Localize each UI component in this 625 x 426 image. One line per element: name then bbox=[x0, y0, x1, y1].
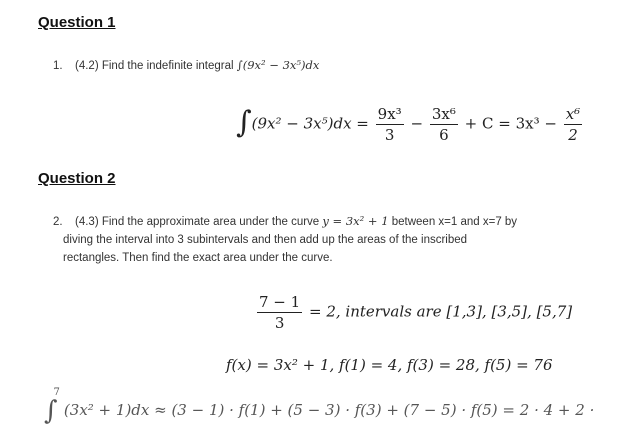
fraction-denominator: 6 bbox=[439, 126, 449, 144]
question-1-solution bbox=[236, 104, 584, 145]
upper-limit: 7 bbox=[53, 387, 60, 398]
fraction-denominator: 3 bbox=[384, 126, 395, 144]
fraction-interval-width bbox=[257, 292, 302, 333]
question-2-heading: Question 2 bbox=[38, 170, 116, 187]
question-2-curve: y = 3x² + 1 bbox=[322, 214, 389, 228]
integral-sign: ∫ bbox=[44, 396, 58, 426]
question-2-text-line2: diving the interval into 3 subintervals and then add up the areas of the inscribed bbox=[63, 234, 468, 246]
fraction-numerator: 3x⁶ bbox=[431, 105, 456, 123]
question-2-step2: f(x) = 3x² + 1, f(1) = 4, f(3) = 28, f(5) = 76 bbox=[226, 356, 553, 374]
fraction-numerator: 9x³ bbox=[377, 105, 402, 123]
fraction-denominator: 3 bbox=[274, 314, 285, 332]
question-1-prompt bbox=[53, 56, 319, 75]
question-2-prompt bbox=[53, 212, 517, 267]
integral-sign: ∫ bbox=[236, 105, 252, 140]
question-1-integrand: ∫(9x² − 3x⁵)dx bbox=[236, 58, 320, 72]
fraction-numerator: 7 − 1 bbox=[259, 293, 301, 311]
question-1-number: 1. bbox=[53, 60, 63, 72]
question-2-text-b: between x=1 and x=7 by bbox=[391, 216, 518, 228]
question-2-number: 2. bbox=[53, 216, 63, 228]
riemann-sum: (3x² + 1)dx ≈ (3 − 1) · f(1) + (5 − 3) · f(3) + (7 − 5) · f(5) = 2 · 4 + 2 · bbox=[63, 401, 595, 419]
fraction-x6-over-2 bbox=[564, 104, 582, 145]
fraction-3x6-over-6 bbox=[430, 104, 458, 145]
question-2-step3 bbox=[44, 387, 595, 426]
intervals-text: = 2, intervals are [1,3], [3,5], [5,7] bbox=[308, 302, 573, 321]
question-1-heading: Question 1 bbox=[38, 14, 116, 31]
minus-sign: − bbox=[410, 114, 424, 133]
solution-lhs: (9x² − 3x⁵)dx = bbox=[251, 114, 369, 133]
question-2-text-a: (4.3) Find the approximate area under the curve bbox=[75, 216, 320, 228]
fraction-denominator: 2 bbox=[568, 126, 578, 144]
fraction-numerator: x⁶ bbox=[565, 105, 581, 123]
question-2-step1 bbox=[255, 292, 572, 333]
fraction-9x3-over-3 bbox=[376, 104, 404, 145]
question-1-text: (4.2) Find the indefinite integral bbox=[75, 60, 234, 72]
solution-middle: + C = 3x³ − bbox=[464, 114, 557, 133]
question-2-text-line3: rectangles. Then find the exact area under the curve. bbox=[63, 252, 333, 264]
